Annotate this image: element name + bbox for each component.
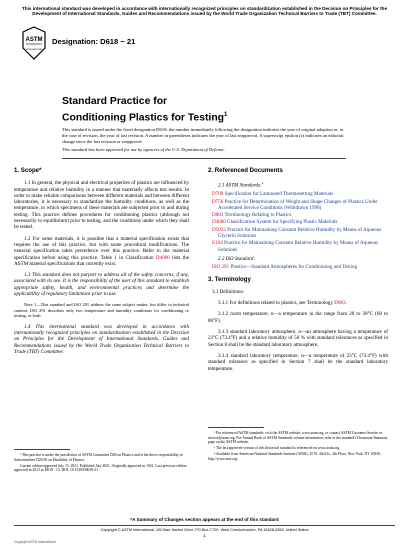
ref-item-iso[interactable]: ISO 291 Plastics—Standard Atmospheres for Conditioning and Testing — [212, 264, 358, 271]
ref-item[interactable]: E104 Practice for Maintaining Constant Relative Humidity by Means of Aqueous Solutions — [212, 240, 379, 253]
scope-1-4: 1.4 This international standard was developed in accordance with internationally recognized principles on standardization established in the Decision on Principles for the Development of International Standards, Guides and Recommendations issued by the World Trade Organization Technical Barriers to Trade (TBT) Committee. — [14, 323, 189, 356]
astm-standards-subheading: 2.1 ASTM Standards:$^2$ — [218, 181, 264, 189]
footer-copyright: Copyright ASTM International — [14, 540, 56, 544]
footnote-1: ¹ This practice is under the jurisdiction of ASTM Committee D20 on Plastics and is the direct responsibility of Subcommittee D20.50 on Durability of Plastics. — [14, 453, 183, 462]
page-number: 1 — [203, 533, 206, 538]
link-d883[interactable]: D883 — [334, 300, 346, 307]
ref-item[interactable]: D883 Terminology Relating to Plastics — [212, 212, 292, 219]
section-references-heading: 2. Referenced Documents — [208, 167, 283, 174]
definitions-subheading: 3.1 Definitions: — [212, 288, 244, 295]
svg-text:INTERNATIONAL: INTERNATIONAL — [25, 49, 43, 51]
astm-reference-list — [208, 191, 388, 253]
left-column — [14, 168, 189, 360]
term-3-1-4: 3.1.4 standard laboratory temperature, n—a temperature of 23°C (73.4°F) with standard tolerance as specified in Section 7 shall be the standard laboratory temperature. — [208, 352, 388, 372]
scope-1-3: 1.3 This standard does not purport to address all of the safety concerns, if any, associated with its use. It is the responsibility of the user of this standard to establish appropriate safety, health, and environmental practices and determine the applicability of regulatory limitations prior to use. — [14, 272, 189, 298]
link-d4000[interactable]: D4000 — [155, 254, 170, 261]
section-terminology-heading: 3. Terminology — [208, 275, 251, 283]
svg-text:ASTM: ASTM — [25, 37, 43, 43]
scope-1-1: 1.1 In general, the physical and electrical properties of plastics are influenced by temperature and relative humidity in a manner that materially affects test results. In order to make reliable comparisons between different materials and between different laboratories, it is necessary to standardize the humidity conditions, as well as the temperature, to which specimens of these materials are subjected prior to and during testing. This practice defines procedures for conditioning plastics (although not necessarily to equilibrium) prior to testing, and the conditions under which they shall be tested. — [14, 180, 189, 231]
footnote-2: ² For referenced ASTM standards, visit the ASTM website, www.astm.org, or contact ASTM Customer Service at service@astm.org. For Annual Book of ASTM Standards volume information, refer to the standard's Document Summary page on the ASTM website. — [208, 431, 388, 444]
designation: Designation: D618 − 21 — [52, 37, 136, 46]
footnote-rule — [14, 449, 70, 450]
term-3-1-1: 3.1.1 For definitions related to plastics, see Terminology D883. — [218, 300, 347, 307]
title-footnote-marker: 1 — [224, 111, 228, 118]
summary-of-changes-note: *A Summary of Changes section appears at the end of this standard — [130, 517, 279, 522]
astm-logo — [22, 26, 46, 60]
right-column — [208, 168, 388, 377]
term-3-1-2: 3.1.2 room temperature, n—a temperature in the range from 20 to 30°C (68 to 86°F). — [208, 311, 388, 324]
page-title — [62, 96, 227, 124]
ref-item[interactable]: D756 Practice for Determination of Weight and Shape Changes of Plastics Under Accelerated Service Conditions (Withdrawn 1998) — [212, 198, 378, 211]
copyright-line: Copyright © ASTM International, 100 Barr Harbor Drive, PO Box C700, West Conshohocken, PA 19428-2959. United States — [14, 525, 395, 532]
title-line-1: Standard Practice for — [62, 96, 168, 107]
ref-item[interactable]: D4000 Classification System for Specifying Plastic Materials — [212, 219, 338, 226]
footnote-1-edition: Current edition approved July 15, 2021. Published July 2021. Originally approved in 1941. Last previous edition approved in 2013 as D618 - 13. DOI: 10.1520/D0618-21. — [14, 463, 187, 472]
ref-item[interactable]: D5032 Practice for Maintaining Constant Relative Humidity by Means of Aqueous Glycerin Solutions — [212, 226, 382, 240]
section-scope-heading: 1. Scope* — [14, 167, 42, 174]
footnotes-right — [208, 427, 388, 463]
footnote-4: ⁴ Available from American National Standards Institute (ANSI), 25 W. 43rd St., 4th Floor, New York, NY 10036, http://www.ansi.org. — [208, 452, 381, 461]
header-rule — [62, 158, 346, 159]
note-1: Note 1—This standard and ISO 291 address the same subject matter, but differ in technical content. ISO 291 describes only two temperature and humidity conditions for conditioning or testing, or both. — [14, 302, 189, 319]
footnotes-left — [14, 449, 189, 474]
footnote-3: ³ The last approved version of this historical standard is referenced on www.astm.org. — [214, 446, 341, 450]
term-3-1-3: 3.1.3 standard laboratory atmosphere, n—an atmosphere having a temperature of 23°C (73.4°F) and a relative humidity of 50 % with standard tolerances as specified in Section 8 shall be the standard laboratory atmosphere. — [208, 329, 388, 348]
title-line-2: Conditioning Plastics for Testing$^1$ — [62, 111, 228, 123]
ref-item[interactable]: D709 Specification for Laminated Thermosetting Materials — [212, 191, 334, 198]
dod-approval: This standard has been approved for use by agencies of the U.S. Department of Defense. — [62, 147, 225, 152]
iso-standard-subheading: 2.2 ISO Standard: — [218, 255, 256, 262]
scope-1-2: 1.2 For some materials, it is possible that a material specification exists that requires the use of this practice, but with some procedural modifications. The material specification takes precedence over this practice. Refer to the material specification before using this practice. Table 1 in Classification D4000 lists the ASTM material specifications that currently exist. — [14, 235, 189, 267]
issued-statement: This standard is issued under the fixed designation D618; the number immediately following the designation indicates the year of original adoption or, in the case of revision, the year of last revision. A number in parentheses indicates the year of last reapproval. A superscript epsilon (ε) indicates an editorial change since the last revision or reapproval. — [62, 127, 344, 144]
wto-notice: This international standard was developed in accordance with internationally recognized principles on standardization established in the Decision on Principles for the Development of International Standards, Guides and Recommendations issued by the World Trade Organization Technical Barriers to Trade (TBT) Committee. — [21, 6, 388, 17]
footnote-rule — [208, 427, 264, 428]
